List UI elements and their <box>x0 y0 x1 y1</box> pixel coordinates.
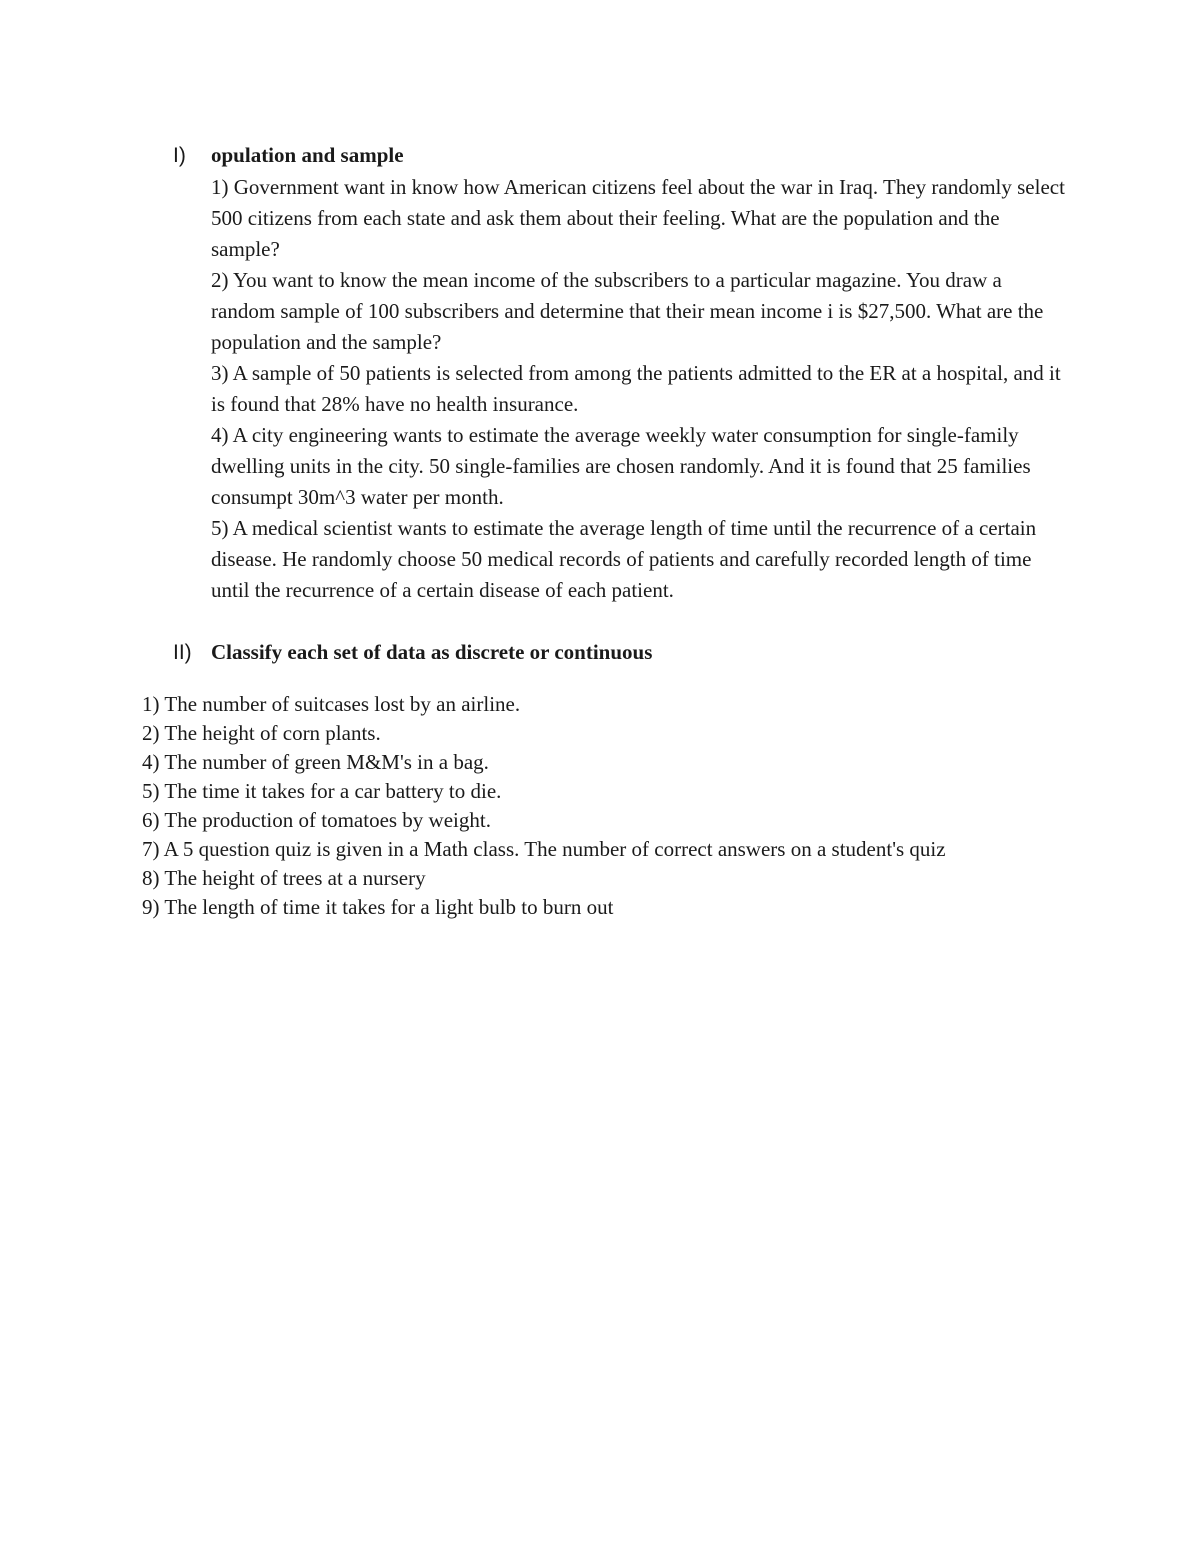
list-item: 6) The production of tomatoes by weight. <box>142 808 491 832</box>
list-item: 4) The number of green M&M's in a bag. <box>142 750 489 774</box>
section-2-numeral: II) <box>173 641 192 664</box>
question-4: 4) A city engineering wants to estimate the average weekly water consumption for single-family dwelling units in the city. 50 single-families are chosen randomly. And it is found that 25 families consumpt 30m^3 water per month. <box>211 423 1031 509</box>
question-3: 3) A sample of 50 patients is selected from among the patients admitted to the ER at a hospital, and it is found that 28% have no health insurance. <box>211 361 1061 416</box>
section-1-questions <box>211 172 1071 606</box>
section-1-title: opulation and sample <box>211 143 404 167</box>
list-item: 7) A 5 question quiz is given in a Math class. The number of correct answers on a student's quiz <box>142 837 946 861</box>
list-item: 8) The height of trees at a nursery <box>142 866 426 890</box>
section-2-items <box>142 690 1142 922</box>
question-2: 2) You want to know the mean income of the subscribers to a particular magazine. You draw a random sample of 100 subscribers and determine that their mean income i is $27,500. What are the population and the sample? <box>211 268 1044 354</box>
list-item: 5) The time it takes for a car battery to die. <box>142 779 502 803</box>
question-1: 1) Government want in know how American citizens feel about the war in Iraq. They randomly select 500 citizens from each state and ask them about their feeling. What are the population and the sample? <box>211 175 1065 261</box>
section-2-heading <box>173 640 652 665</box>
question-5: 5) A medical scientist wants to estimate the average length of time until the recurrence of a certain disease. He randomly choose 50 medical records of patients and carefully recorded length of time until the recurrence of a certain disease of each patient. <box>211 516 1037 602</box>
section-1-heading <box>173 143 404 168</box>
list-item: 9) The length of time it takes for a light bulb to burn out <box>142 895 614 919</box>
section-1-numeral: I) <box>173 144 186 167</box>
section-2-title: Classify each set of data as discrete or continuous <box>211 640 653 664</box>
list-item: 1) The number of suitcases lost by an airline. <box>142 692 521 716</box>
list-item: 2) The height of corn plants. <box>142 721 381 745</box>
